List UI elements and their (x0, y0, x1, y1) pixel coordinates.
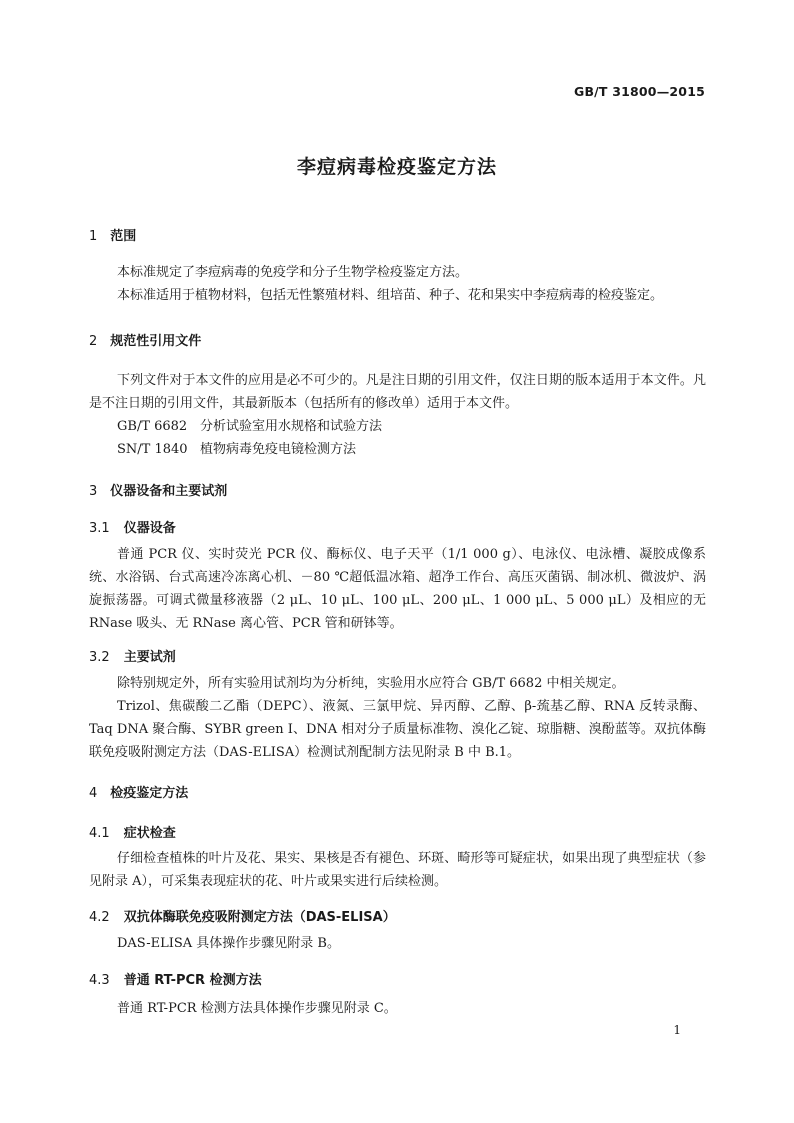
paragraph: 除特别规定外，所有实验用试剂均为分析纯，实验用水应符合 GB/T 6682 中相关规定。 (117, 676, 625, 691)
subsection-4-1-heading (89, 822, 176, 841)
subsection-title: 双抗体酶联免疫吸附测定方法（DAS-ELISA） (123, 910, 396, 925)
normative-reference (117, 438, 356, 457)
paragraph: 本标准适用于植物材料，包括无性繁殖材料、组培苗、种子、花和果实中李痘病毒的检疫鉴定。 (117, 288, 664, 303)
paragraph: 普通 PCR 仪、实时荧光 PCR 仪、酶标仪、电子天平（1/1 000 g）、电泳仪、电泳槽、凝胶成像系统、水浴锅、台式高速冷冻离心机、－80 ℃超低温冰箱、超净工作台、高压灭菌锅、制冰机、微波炉、涡旋振荡器。可调式微量移液器（2 μL、10 μL、100 μL、200 μL、1 000 μL、5 000 μL）及相应的无 RNase 吸头、无 RNase 离心管、PCR 管和研钵等。 (89, 547, 706, 631)
reference-code: SN/T 1840 (117, 442, 188, 457)
subsection-3-1-heading (89, 517, 176, 536)
subsection-number: 3.1 (89, 521, 110, 536)
section-title: 仪器设备和主要试剂 (110, 484, 228, 499)
section-title: 规范性引用文件 (110, 334, 202, 349)
subsection-number: 4.2 (89, 910, 110, 925)
section-title: 范围 (110, 229, 137, 244)
subsection-4-3-heading (89, 969, 262, 988)
reference-code: GB/T 6682 (117, 419, 188, 434)
paragraph: Trizol、焦碳酸二乙酯（DEPC）、液氮、三氯甲烷、异丙醇、乙醇、β-巯基乙醇、RNA 反转录酶、Taq DNA 聚合酶、SYBR green Ⅰ、DNA 相对分子质量标准物、溴化乙锭、琼脂糖、溴酚蓝等。双抗体酶联免疫吸附测定方法（DAS-ELISA）检测试剂配制方法见附录 B 中 B.1。 (89, 699, 706, 760)
page-title: 李痘病毒检疫鉴定方法 (296, 156, 497, 178)
section-2-heading (89, 330, 201, 349)
subsection-title: 症状检查 (123, 826, 176, 841)
section-number: 1 (89, 229, 98, 244)
reference-title: 分析试验室用水规格和试验方法 (200, 419, 383, 434)
standard-number: GB/T 31800—2015 (573, 84, 705, 99)
normative-reference (117, 415, 382, 434)
paragraph: 普通 RT-PCR 检测方法具体操作步骤见附录 C。 (117, 1001, 397, 1016)
reference-title: 植物病毒免疫电镜检测方法 (200, 442, 357, 457)
subsection-title: 普通 RT-PCR 检测方法 (123, 973, 262, 988)
subsection-number: 4.1 (89, 826, 110, 841)
subsection-number: 3.2 (89, 650, 110, 665)
section-title: 检疫鉴定方法 (110, 786, 189, 801)
subsection-title: 主要试剂 (123, 650, 176, 665)
section-4-heading (89, 782, 188, 801)
paragraph: 下列文件对于本文件的应用是必不可少的。凡是注日期的引用文件，仅注日期的版本适用于本文件。凡是不注日期的引用文件，其最新版本（包括所有的修改单）适用于本文件。 (89, 373, 706, 411)
section-number: 3 (89, 484, 98, 499)
subsection-4-2-heading (89, 906, 396, 925)
section-number: 2 (89, 334, 98, 349)
subsection-title: 仪器设备 (123, 521, 176, 536)
subsection-number: 4.3 (89, 973, 110, 988)
subsection-3-2-heading (89, 646, 176, 665)
paragraph: DAS-ELISA 具体操作步骤见附录 B。 (117, 936, 340, 951)
section-3-heading (89, 480, 227, 499)
paragraph: 本标准规定了李痘病毒的免疫学和分子生物学检疫鉴定方法。 (117, 265, 469, 280)
section-number: 4 (89, 786, 98, 801)
paragraph: 仔细检查植株的叶片及花、果实、果核是否有褪色、环斑、畸形等可疑症状，如果出现了典型症状（参见附录 A），可采集表现症状的花、叶片或果实进行后续检测。 (89, 851, 706, 889)
section-1-heading (89, 225, 136, 244)
page-number: 1 (673, 1023, 681, 1037)
